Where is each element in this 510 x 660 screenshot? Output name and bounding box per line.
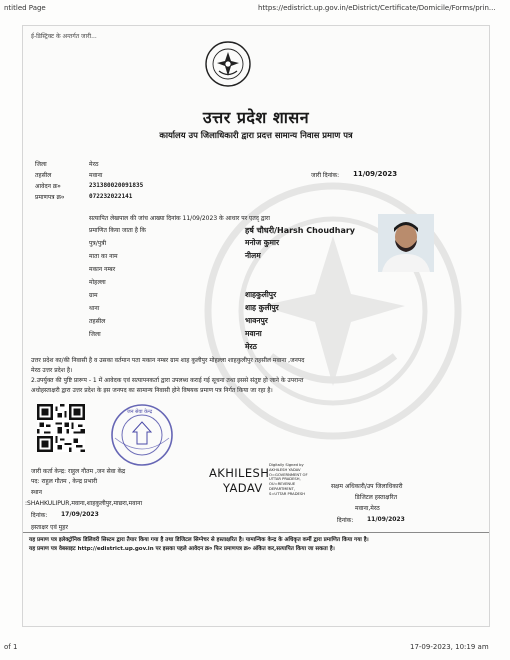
residence-paragraph-cont: मेरठ उत्तर प्रदेश है। [31, 367, 73, 374]
detail-value: मेरठ [245, 342, 257, 351]
detail-label: माता का नाम [89, 253, 118, 260]
officer-title: सक्षम अधिकारी/उप जिलाधिकारी [331, 483, 403, 490]
qr-code-icon [37, 404, 85, 452]
detail-label: तहसील [89, 318, 106, 325]
detail-value: भावनपुर [245, 316, 268, 325]
issuer-place-value: :SHAHKULIPUR,मवाना,शाहकुलीपुर,माछरा,मवाना [25, 500, 143, 507]
footer-note-1: यह प्रमाण पत्र इलेक्ट्रॉनिक डिलिवरी सिस्टम द्वारा तैयार किया गया है तथा डिजिटल सिग्नेचर से हस्ताक्षरित है। यामान्यिक केन्द्र के अधिकृत कर्मी द्वारा प्रमाणित किया गया है। [29, 537, 369, 543]
sign-meta-line: O=GOVERNMENT OF [269, 472, 308, 477]
detail-label: थाना [89, 305, 100, 312]
issuer-date-value: 17/09/2023 [61, 511, 99, 518]
applicant-photo [378, 214, 434, 272]
issuing-center: जारी कर्ता केन्द्र: राहुल गौतम ,जन सेवा केंद्र [31, 468, 126, 475]
digital-signature-meta [269, 463, 308, 497]
officer-sign-type: डिजिटल हस्ताक्षरित [355, 494, 397, 501]
e-district-note: ई-डिस्ट्रिक्ट के अन्तर्गत जारी... [31, 33, 97, 40]
detail-label: ग्राम [89, 292, 98, 299]
applicant-name: हर्ष चौधरी/Harsh Choudhary [245, 226, 356, 235]
residence-paragraph: उत्तर प्रदेश का/की निवासी है व उसका वर्तमान पता मकान नम्बर ग्राम शाह कुलीपुर मोहल्ला शाहकुलीपुर तहसील मवाना ,जनपद [31, 357, 305, 364]
district-label: जिला [35, 161, 47, 168]
certificate-label: प्रमाणपत्र क्र० [35, 194, 65, 201]
detail-label: मकान नम्बर [89, 266, 116, 273]
detail-value: शाहकुलीपुर [245, 290, 277, 299]
detail-label: जिला [89, 331, 101, 338]
sign-meta-line: S=UTTAR PRADESH [269, 491, 305, 496]
detail-value: नीलम [245, 251, 261, 260]
sign-meta-line: AKHILESH YADAV [269, 467, 301, 472]
seal-text: जन सेवा केन्द्र [127, 409, 153, 415]
issuer-sign-label: हस्ताक्षर एवं मुहर [31, 524, 68, 531]
officer-date-value: 11/09/2023 [367, 516, 405, 523]
print-page-count: of 1 [4, 643, 18, 651]
officer-date-label: दिनांक: [337, 517, 354, 524]
signer-name-line2: YADAV [223, 481, 263, 495]
signer-name-line1: AKHILESH [209, 466, 270, 480]
tehsil-value: मवाना [89, 172, 103, 179]
detail-value: शाह कुलीपुर [245, 303, 279, 312]
confirmation-paragraph-cont: अधोहस्ताक्षरी द्वारा उत्तर प्रदेश के इस जनपद का सामान्य निवासी होने विषयक प्रमाण पत्र निर्गत किया जा रहा है। [31, 387, 273, 394]
issue-date-value: 11/09/2023 [353, 170, 398, 178]
detail-label: मोहल्ला [89, 279, 106, 286]
detail-label: पुत्र/पुत्री [89, 240, 107, 247]
issuer-date-label: दिनांक: [31, 512, 48, 519]
district-value: मेरठ [89, 161, 99, 168]
application-label: आवेदन क्र० [35, 183, 61, 190]
detail-value: मनोज कुमार [245, 238, 280, 247]
sign-meta-line: OU=REVENUE [269, 482, 296, 487]
footer-note-2: यह प्रमाण पत्र वेबसाइट http://edistrict.up.gov.in पर इसका पहले आवेदन क्र० फिर प्रमाणपत्र क्र० अंकित कर,सत्यापित किया जा सकता है। [29, 546, 335, 552]
officer-place: मवाना,मेरठ [355, 505, 380, 512]
print-url: https://edistrict.up.gov.in/eDistrict/Certificate/Domicile/Forms/prin... [258, 4, 496, 12]
certificate-document [22, 25, 490, 627]
government-title: उत्तर प्रदेश शासन [202, 108, 310, 127]
footer-divider [23, 532, 489, 533]
certificate-number: 072232022141 [89, 193, 133, 200]
confirmation-paragraph: 2.उपर्युक्त की पुष्टि प्रारूप - 1 में आवेदक एवं सत्यापनकर्ता द्वारा उपलब्ध कराई गई सूचना तथा इससे संतुष्ट हो जाने के उपरान्त [31, 377, 304, 384]
person-photo-icon [378, 214, 434, 272]
issuer-place-label: स्थान [31, 489, 42, 496]
issue-date-label: जारी दिनांक: [311, 172, 340, 179]
verification-intro: सत्यापित लेखपाल की जांच आख्या दिनांक 11/09/2023 के आधार पर एतद् द्वारा [89, 215, 270, 222]
sign-meta-line: DEPARTMENT, [269, 486, 295, 491]
issuer-post: पद: राहुल गौतम , केन्द्र प्रभारी [31, 478, 98, 485]
office-title: कार्यालय उप जिलाधिकारी द्वारा प्रदत्त सामान्य निवास प्रमाण पत्र [159, 130, 353, 140]
sign-meta-line: Digitally Signed by [269, 463, 304, 467]
sign-meta-line: UTTAR PRADESH, [269, 477, 301, 482]
print-datetime: 17-09-2023, 10:19 am [410, 643, 489, 651]
application-number: 231380020091835 [89, 182, 144, 189]
tehsil-label: तहसील [35, 172, 52, 179]
certify-line: प्रमाणित किया जाता है कि [89, 227, 147, 234]
up-government-emblem-icon [205, 41, 251, 87]
detail-value: मवाना [245, 329, 262, 338]
print-tab-title: ntitled Page [4, 4, 46, 12]
